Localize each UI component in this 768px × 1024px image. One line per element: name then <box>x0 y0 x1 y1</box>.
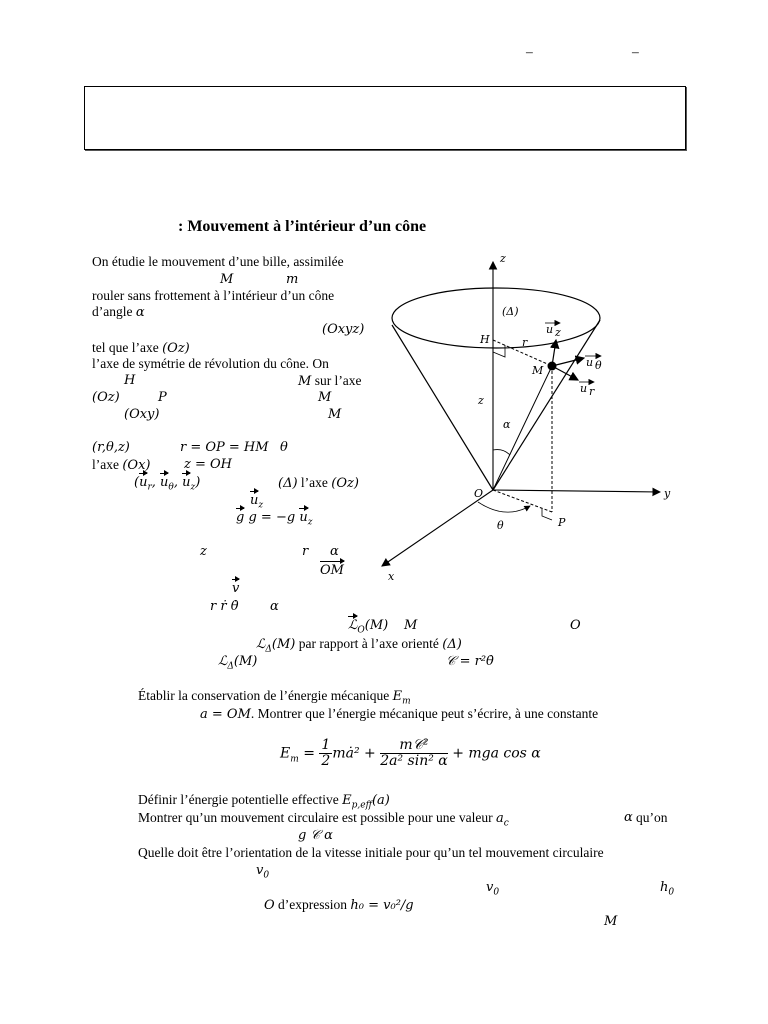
intro-gravity: g g = −g $u_z$ <box>236 510 313 528</box>
alpha-arc <box>493 450 510 455</box>
intro-line-1: On étudie le mouvement d’une bille, assimilée <box>92 254 344 269</box>
intro-symbol-m: m <box>286 272 299 287</box>
intro-symbol-M-2: M <box>318 390 332 405</box>
question-9: O d’expression h₀ = v₀²/g <box>264 897 414 913</box>
intro-M-4: M <box>404 618 418 633</box>
label-uz <box>545 323 561 339</box>
cone-left-side <box>392 325 493 490</box>
question-8-v0: $v_0$ <box>486 880 500 898</box>
label-utheta <box>585 356 602 372</box>
intro-line-7: l’axe de symétrie de révolution du cône. On <box>92 356 329 371</box>
question-4-alpha: α <box>624 810 633 825</box>
question-10-M: M <box>604 914 618 929</box>
svg-text:θ: θ <box>595 359 602 372</box>
intro-z-def: z = OH <box>184 457 233 472</box>
label-M: M <box>532 364 544 377</box>
svg-text:u: u <box>580 382 588 395</box>
intro-plane-Oxy: (Oxy) <box>124 407 160 422</box>
svg-text:r: r <box>589 385 595 398</box>
svg-text:z: z <box>555 326 561 339</box>
intro-symbol-M-3: M <box>328 407 342 422</box>
header-box <box>84 86 686 150</box>
label-x: x <box>388 570 395 583</box>
intro-variables: r ṙ θ̇ <box>210 599 239 614</box>
intro-theta: θ <box>280 440 288 455</box>
question-6: Quelle doit être l’orientation de la vitesse initiale pour qu’un tel mouvement circulaire <box>138 845 604 860</box>
intro-constant-C: 𝒞 = r²θ̇ <box>446 654 494 669</box>
label-r: r <box>522 336 528 349</box>
intro-r-def: r = OP = HM <box>180 440 269 455</box>
question-7-v0: $v_0$ <box>256 863 270 881</box>
intro-frame-Oxyz: (Oxyz) <box>322 322 365 337</box>
question-8-h0: $h_0$ <box>660 880 675 898</box>
label-alpha: α <box>503 418 511 431</box>
intro-symbol-H: H <box>124 373 136 388</box>
energy-formula: $E_m$ = $\frac{1}{2}$ mȧ² + $\frac{\text{m𝒞²}}{\text{2a² sin² α}}$ + mga cos α <box>280 737 541 769</box>
intro-line-12: l’axe (Ox) <box>92 457 151 473</box>
intro-v: v <box>232 581 240 596</box>
question-2: a = OM. Montrer que l’énergie mécanique peut s’écrire, à une constante <box>200 706 599 722</box>
x-axis <box>382 490 493 566</box>
op-line <box>493 490 552 512</box>
intro-symbol-P: P <box>158 390 167 405</box>
question-4: Montrer qu’un mouvement circulaire est possible pour une valeur $a_c$ <box>138 810 509 829</box>
label-theta: θ <box>497 519 504 532</box>
question-3: Définir l’énergie potentielle effective $E_{p,eff}(a)$ <box>138 792 390 811</box>
header-dash-left: – <box>526 44 533 59</box>
svg-text:u: u <box>586 356 594 369</box>
intro-uz: $u_z$ <box>250 493 264 511</box>
intro-OM: OM <box>320 563 344 578</box>
label-H: H <box>480 333 490 346</box>
label-delta: (Δ) <box>502 305 519 318</box>
intro-line-6: tel que l’axe (Oz) <box>92 340 190 356</box>
intro-angular-momentum: ℒ$_O$(M) <box>348 618 389 636</box>
intro-r: r <box>302 544 309 559</box>
intro-alpha-2: α <box>270 599 279 614</box>
exercise-title: : Mouvement à l’intérieur d’un cône <box>178 218 427 235</box>
intro-symbol-M: M <box>220 272 234 287</box>
theta-arc <box>478 502 530 512</box>
intro-line-13: (Δ) l’axe (Oz) <box>278 475 359 491</box>
intro-line-21: ℒ$_\Delta$(M) par rapport à l’axe orienté (Δ) <box>256 636 462 655</box>
question-1: Établir la conservation de l’énergie mécanique $E_m$ <box>138 688 411 707</box>
header-dash-right: – <box>632 44 639 59</box>
intro-line-8: M sur l’axe <box>298 373 362 389</box>
label-y: y <box>664 487 671 500</box>
label-z: z <box>478 394 484 407</box>
label-P: P <box>558 516 566 529</box>
intro-z: z <box>200 544 207 559</box>
intro-O: O <box>570 618 581 633</box>
intro-L-delta: ℒ$_\Delta$(M) <box>218 654 258 672</box>
om-line <box>493 366 552 490</box>
cone-rim <box>392 288 600 348</box>
label-z-axis: z <box>500 252 506 265</box>
label-ur <box>579 382 595 398</box>
cone-right-side <box>493 320 600 490</box>
y-axis <box>493 490 660 492</box>
svg-text:u: u <box>546 323 554 336</box>
intro-line-4: d’angle α <box>92 304 145 320</box>
utheta-vector <box>552 358 584 366</box>
intro-symbol-Oz: (Oz) <box>92 390 120 405</box>
question-4-tail: qu’on <box>636 810 668 825</box>
intro-coordinates: (r,θ,z) <box>92 440 130 455</box>
label-O: O <box>474 487 484 500</box>
cone-figure <box>370 245 690 590</box>
question-5-symbols: g 𝒞 α <box>298 828 333 843</box>
intro-line-3: rouler sans frottement à l’intérieur d’un cône <box>92 288 335 303</box>
ur-vector <box>552 366 578 380</box>
intro-alpha: α <box>330 544 339 559</box>
intro-basis: ($u_r$, $u_\theta$, $u_z$) <box>134 475 201 493</box>
